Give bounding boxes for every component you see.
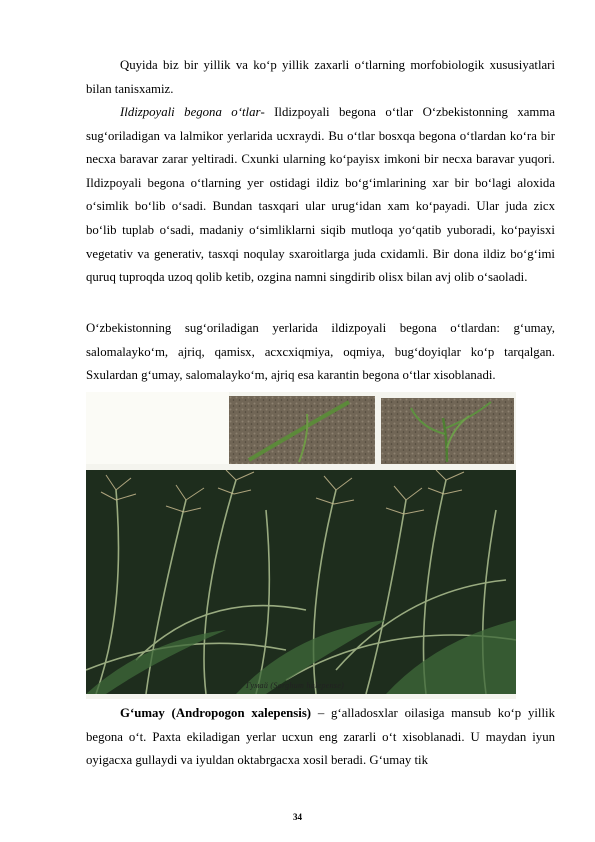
rooted-weeds-body: - Ildizpoyali begona o‘tlar O‘zbekistonning xamma sug‘oriladigan va lalmikor yerlarida ucxraydi. Bu o‘tlar bosxqa begona o‘tlardan ko‘ra bir necxa baravar zarar yeltiradi. Cxunki ularning ko‘payisx imkoni bir necxa baravar yuqori. Ildizpoyali begona o‘tlarning yer ostidagi ildiz bo‘g‘imlarining xar bir bo‘lagi aloxida o‘simlik bo‘lib o‘sadi. Bundan tasxqari ular urug‘idan xam ko‘payadi. Ular juda zicx bo‘lib tuplab o‘sadi, madaniy o‘simliklarni siqib mutloqa yo‘qatib yuboradi, ko‘payisxi vegetativ va generativ, tasxqi noqulay sxaroitlarga juda cxidamli. Bir dona ildiz bo‘g‘imi quruq tuproqda uzoq qolib ketib, ozgina namni singdirib olisx bilan avj olib o‘saoladi. <box>86 105 555 285</box>
seedling-photo-right <box>381 398 514 464</box>
page-number: 34 <box>293 812 302 822</box>
paragraph-gumay <box>86 702 555 773</box>
species-text: O‘zbekistonning sug‘oriladigan yerlarida ildizpoyali begona o‘tlardan: g‘umay, salomalayko‘m, ajriq, qamisx, acxcxiqmiya, oqmiya, bug‘doyiqlar ko‘p tarqalgan. Sxulardan g‘umay, salomalayko‘m, ajriq esa karantin begona o‘tlar xisoblanadi. <box>86 321 555 383</box>
rooted-weeds-title: Ildizpoyali begona o‘tlar <box>120 105 261 119</box>
gumay-title: G‘umay (Andropogon xalepensis) <box>120 706 312 720</box>
intro-text: Quyida biz bir yillik va ko‘p yillik zaxarli o‘tlarning morfobiologik xususiyatlari bilan tanisxamiz. <box>86 58 555 96</box>
weed-photo-figure <box>86 392 516 699</box>
paragraph-species <box>86 317 555 388</box>
figure-caption: Гумай (Sorghum halepense) <box>245 681 345 690</box>
johnsongrass-photo <box>86 470 516 694</box>
photo-blank-area <box>86 392 229 464</box>
paragraph-rooted-weeds <box>86 101 555 290</box>
gumay-body: – g‘alladosxlar oilasiga mansub ko‘p yillik begona o‘t. Paxta ekiladigan yerlar ucxun eng zararli o‘t xisoblanadi. U maydan iyun oyigacxa gullaydi va iyuldan oktabrgacxa xosil beradi. G‘umay tik <box>86 706 555 768</box>
seedling-photo-left <box>229 396 375 464</box>
paragraph-intro <box>86 54 555 101</box>
